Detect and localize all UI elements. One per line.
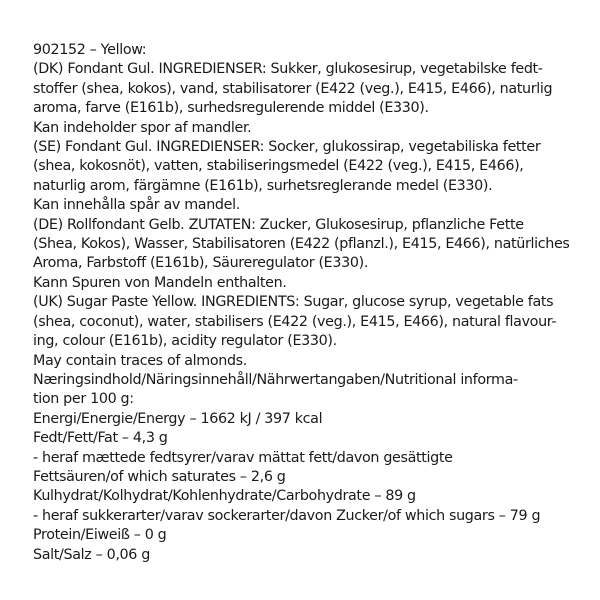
dk-ingredients-line-3: aroma, farve (E161b), surhedsregulerende middel (E330).: [33, 100, 429, 117]
product-code-heading: 902152 – Yellow:: [33, 42, 147, 58]
nutrition-carbohydrate: Kulhydrat/Kolhydrat/Kohlenhydrate/Carbohydrate – 89 g: [33, 488, 416, 505]
de-ingredients-line-2: (Shea, Kokos), Wasser, Stabilisatoren (E422 (pflanzl.), E415, E466), natürliches: [33, 236, 570, 253]
nutrition-fat: Fedt/Fett/Fat – 4,3 g: [33, 430, 168, 447]
se-ingredients-line-3: naturlig arom, färgämne (E161b), surhetsreglerande medel (E330).: [33, 177, 493, 194]
de-ingredients-line-1: (DE) Rollfondant Gelb. ZUTATEN: Zucker, Glukosesirup, pflanzliche Fette: [33, 216, 524, 233]
se-ingredients-line-2: (shea, kokosnöt), vatten, stabiliseringsmedel (E422 (veg.), E415, E466),: [33, 158, 524, 175]
dk-allergen-note: Kan indeholder spor af mandler.: [33, 119, 252, 136]
nutrition-sugars: - heraf sukkerarter/varav sockerarter/davon Zucker/of which sugars – 79 g: [33, 507, 541, 524]
nutrition-salt: Salt/Salz – 0,06 g: [33, 546, 150, 563]
se-ingredients-line-1: (SE) Fondant Gul. INGREDIENSER: Socker, glukossirap, vegetabiliska fetter: [33, 139, 541, 156]
nutrition-saturates-line-1: - heraf mættede fedtsyrer/varav mättat fett/davon gesättigte: [33, 449, 453, 466]
de-allergen-note: Kann Spuren von Mandeln enthalten.: [33, 274, 287, 291]
uk-ingredients-line-2: (shea, coconut), water, stabilisers (E422 (veg.), E415, E466), natural flavour-: [33, 313, 557, 330]
dk-ingredients-line-2: stoffer (shea, kokos), vand, stabilisatorer (E422 (veg.), E415, E466), naturlig: [33, 80, 553, 97]
uk-ingredients-line-3: ing, colour (E161b), acidity regulator (E330).: [33, 333, 337, 350]
nutrition-protein: Protein/Eiweiß – 0 g: [33, 527, 167, 544]
uk-allergen-note: May contain traces of almonds.: [33, 352, 247, 369]
nutrition-saturates-line-2: Fettsäuren/of which saturates – 2,6 g: [33, 468, 286, 485]
nutrition-energy: Energi/Energie/Energy – 1662 kJ / 397 kcal: [33, 410, 323, 427]
de-ingredients-line-3: Aroma, Farbstoff (E161b), Säureregulator (E330).: [33, 255, 369, 272]
dk-ingredients-line-1: (DK) Fondant Gul. INGREDIENSER: Sukker, glukosesirup, vegetabilske fedt-: [33, 61, 543, 78]
uk-ingredients-line-1: (UK) Sugar Paste Yellow. INGREDIENTS: Sugar, glucose syrup, vegetable fats: [33, 294, 554, 311]
nutrition-heading-line-1: Næringsindhold/Näringsinnehåll/Nährwertangaben/Nutritional informa-: [33, 371, 518, 388]
product-label-text: [33, 41, 593, 565]
nutrition-heading-line-2: tion per 100 g:: [33, 391, 134, 408]
se-allergen-note: Kan innehålla spår av mandel.: [33, 197, 240, 214]
